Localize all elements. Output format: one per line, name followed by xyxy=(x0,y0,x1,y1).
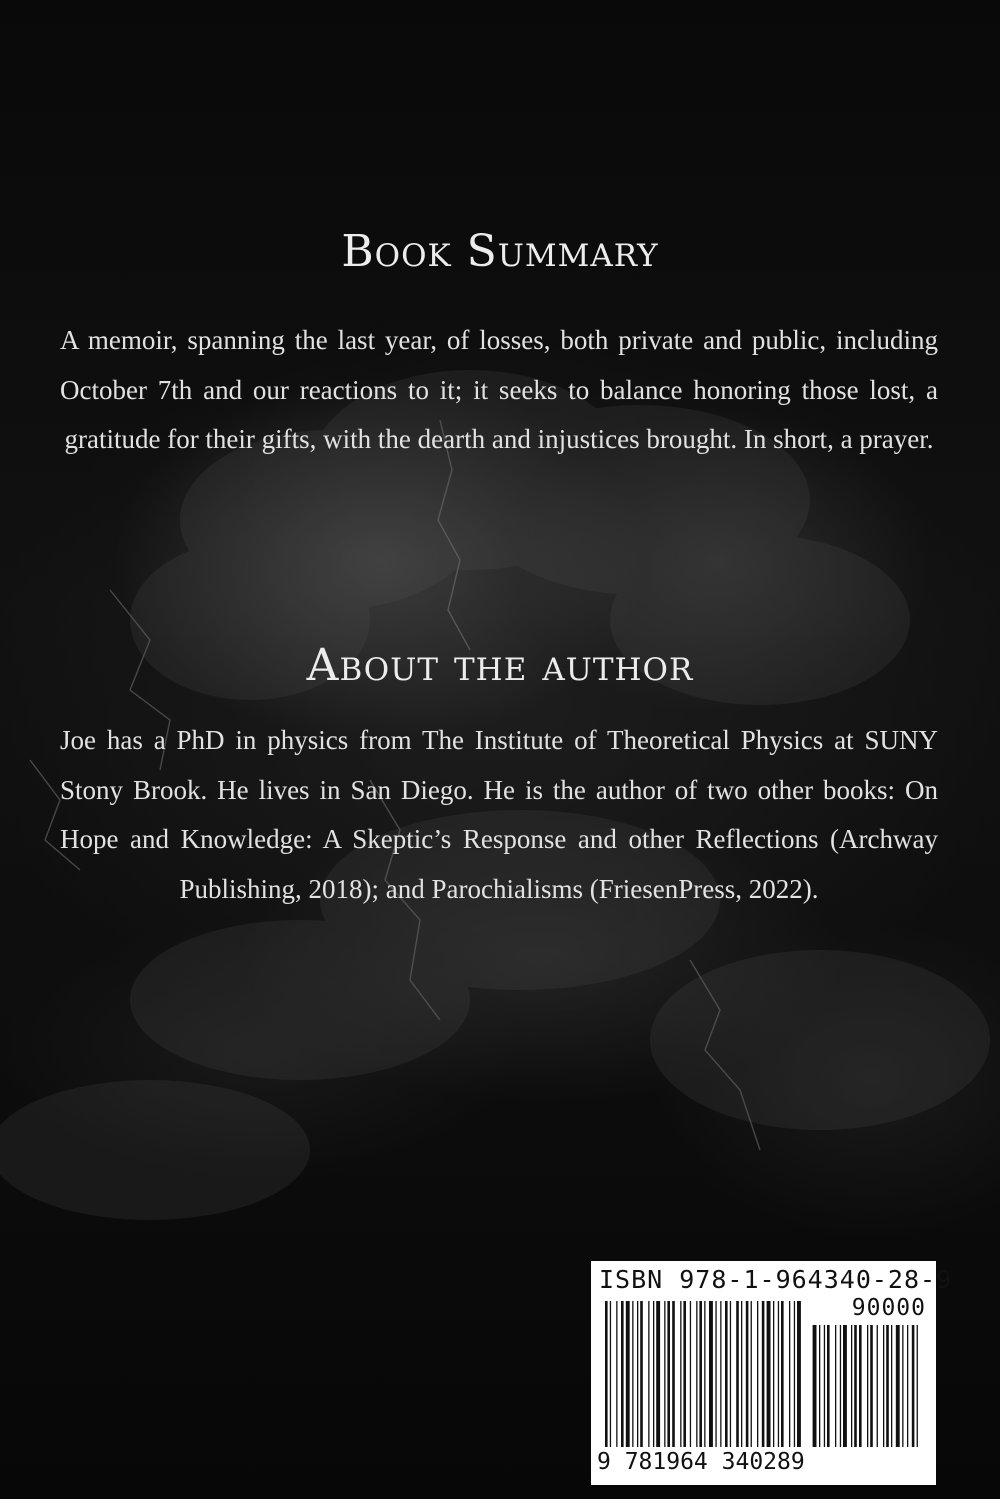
about-author-heading: About the author xyxy=(306,640,694,691)
about-author-text: Joe has a PhD in physics from The Institute of Theoretical Physics at SUNY Stony Brook. He lives in San Diego. He is the author of two other books: On Hope and Knowledge: A Skeptic’s Response and other Reflections (Archway Publishing, 2018); and Parochialisms (FriesenPress, 2022). xyxy=(60,725,938,904)
book-summary-heading: Book Summary xyxy=(341,226,659,277)
isbn-label: ISBN 978-1-964340-28-9 xyxy=(599,1265,953,1294)
ean-digits: 9 781964 340289 xyxy=(597,1449,805,1475)
book-summary-text: A memoir, spanning the last year, of losses, both private and public, including October 7th and our reactions to it; it seeks to balance honoring those lost, a gratitude for their gifts, with the dearth and injustices brought. In short, a prayer. xyxy=(60,325,938,454)
price-code: 90000 xyxy=(851,1295,926,1321)
isbn-barcode xyxy=(591,1261,953,1485)
